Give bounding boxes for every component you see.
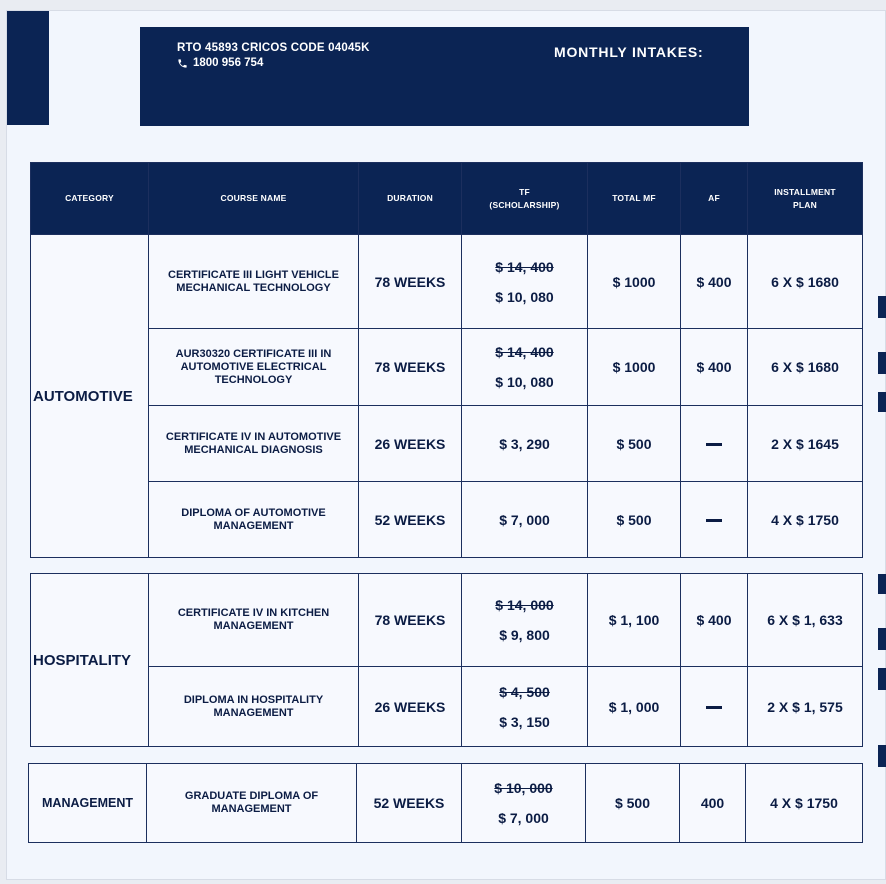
dash-mark	[706, 443, 722, 446]
original-fee: $ 10, 000	[494, 780, 553, 796]
duration: 78 WEEKS	[359, 329, 462, 406]
total-mf: $ 1, 100	[588, 574, 681, 667]
tuition-fee	[462, 667, 588, 747]
scholarship-fee: $ 7, 000	[498, 810, 549, 826]
course-name: CERTIFICATE IV IN AUTOMOTIVE MECHANICAL DIAGNOSIS	[149, 406, 359, 482]
table-row	[31, 574, 863, 667]
phone-line[interactable]	[177, 57, 263, 69]
duration: 26 WEEKS	[359, 667, 462, 747]
duration: 26 WEEKS	[359, 406, 462, 482]
category-management: MANAGEMENT	[29, 764, 147, 843]
tuition-fee	[462, 235, 588, 329]
table-row	[31, 406, 863, 482]
installment-plan: 4 X $ 1750	[746, 764, 863, 843]
phone-number: 1800 956 754	[193, 57, 264, 69]
af-none	[681, 667, 748, 747]
table-row	[31, 235, 863, 329]
col-af: AF	[681, 163, 748, 235]
total-mf: $ 500	[586, 764, 680, 843]
category-automotive: AUTOMOTIVE	[31, 235, 149, 558]
col-plan-line1: INSTALLMENT	[774, 186, 836, 197]
course-name: AUR30320 CERTIFICATE III IN AUTOMOTIVE ELECTRICAL TECHNOLOGY	[149, 329, 359, 406]
af: $ 400	[681, 329, 748, 406]
course-name: CERTIFICATE IV IN KITCHEN MANAGEMENT	[149, 574, 359, 667]
category-hospitality: HOSPITALITY	[31, 574, 149, 747]
duration: 78 WEEKS	[359, 574, 462, 667]
tuition-fee	[462, 329, 588, 406]
scholarship-fee: $ 9, 800	[499, 627, 550, 643]
af-none	[681, 406, 748, 482]
edge-mark	[878, 745, 886, 767]
phone-icon	[177, 58, 188, 69]
automotive-table	[30, 162, 863, 558]
tuition-fee	[462, 574, 588, 667]
course-name: DIPLOMA OF AUTOMOTIVE MANAGEMENT	[149, 482, 359, 558]
edge-mark	[878, 628, 886, 650]
course-name: DIPLOMA IN HOSPITALITY MANAGEMENT	[149, 667, 359, 747]
course-name: CERTIFICATE III LIGHT VEHICLE MECHANICAL TECHNOLOGY	[149, 235, 359, 329]
edge-mark	[878, 392, 886, 412]
col-course-name: COURSE NAME	[149, 163, 359, 235]
corner-block	[7, 11, 49, 125]
col-category: CATEGORY	[31, 163, 149, 235]
table-row	[31, 667, 863, 747]
col-tf-line2: (SCHOLARSHIP)	[489, 199, 560, 210]
table-row	[31, 482, 863, 558]
management-table	[28, 763, 863, 843]
tuition-fee: $ 3, 290	[462, 406, 588, 482]
course-name: GRADUATE DIPLOMA OF MANAGEMENT	[147, 764, 357, 843]
table-row	[31, 329, 863, 406]
af: $ 400	[681, 235, 748, 329]
total-mf: $ 1000	[588, 329, 681, 406]
af: $ 400	[681, 574, 748, 667]
dash-mark	[706, 706, 722, 709]
edge-mark	[878, 668, 886, 690]
installment-plan: 2 X $ 1, 575	[748, 667, 863, 747]
af-none	[681, 482, 748, 558]
edge-mark	[878, 574, 886, 594]
installment-plan: 2 X $ 1645	[748, 406, 863, 482]
rto-code: RTO 45893 CRICOS CODE 04045K	[177, 42, 370, 54]
af: 400	[680, 764, 746, 843]
scholarship-fee: $ 10, 080	[495, 374, 554, 390]
table-row	[29, 764, 863, 843]
original-fee: $ 14, 400	[495, 258, 554, 275]
col-duration: DURATION	[359, 163, 462, 235]
installment-plan: 6 X $ 1680	[748, 235, 863, 329]
duration: 78 WEEKS	[359, 235, 462, 329]
edge-mark	[878, 352, 886, 374]
col-tf	[462, 163, 588, 235]
installment-plan: 6 X $ 1, 633	[748, 574, 863, 667]
monthly-intakes-label: MONTHLY INTAKES:	[554, 44, 704, 60]
edge-mark	[878, 296, 886, 318]
total-mf: $ 1000	[588, 235, 681, 329]
tuition-fee	[462, 764, 586, 843]
table-header-row	[31, 163, 863, 235]
original-fee: $ 14, 400	[495, 344, 554, 360]
total-mf: $ 500	[588, 406, 681, 482]
tuition-fee: $ 7, 000	[462, 482, 588, 558]
installment-plan: 6 X $ 1680	[748, 329, 863, 406]
hospitality-table	[30, 573, 863, 747]
total-mf: $ 1, 000	[588, 667, 681, 747]
header-banner	[140, 27, 749, 126]
col-plan-line2: PLAN	[793, 199, 817, 210]
duration: 52 WEEKS	[359, 482, 462, 558]
installment-plan: 4 X $ 1750	[748, 482, 863, 558]
duration: 52 WEEKS	[357, 764, 462, 843]
col-tf-line1: TF	[519, 186, 530, 197]
original-fee: $ 4, 500	[499, 683, 550, 700]
fee-schedule-page	[6, 10, 886, 880]
scholarship-fee: $ 3, 150	[499, 713, 550, 730]
scholarship-fee: $ 10, 080	[495, 288, 554, 305]
original-fee: $ 14, 000	[495, 597, 554, 613]
total-mf: $ 500	[588, 482, 681, 558]
col-total-mf: TOTAL MF	[588, 163, 681, 235]
dash-mark	[706, 519, 722, 522]
col-plan	[748, 163, 863, 235]
